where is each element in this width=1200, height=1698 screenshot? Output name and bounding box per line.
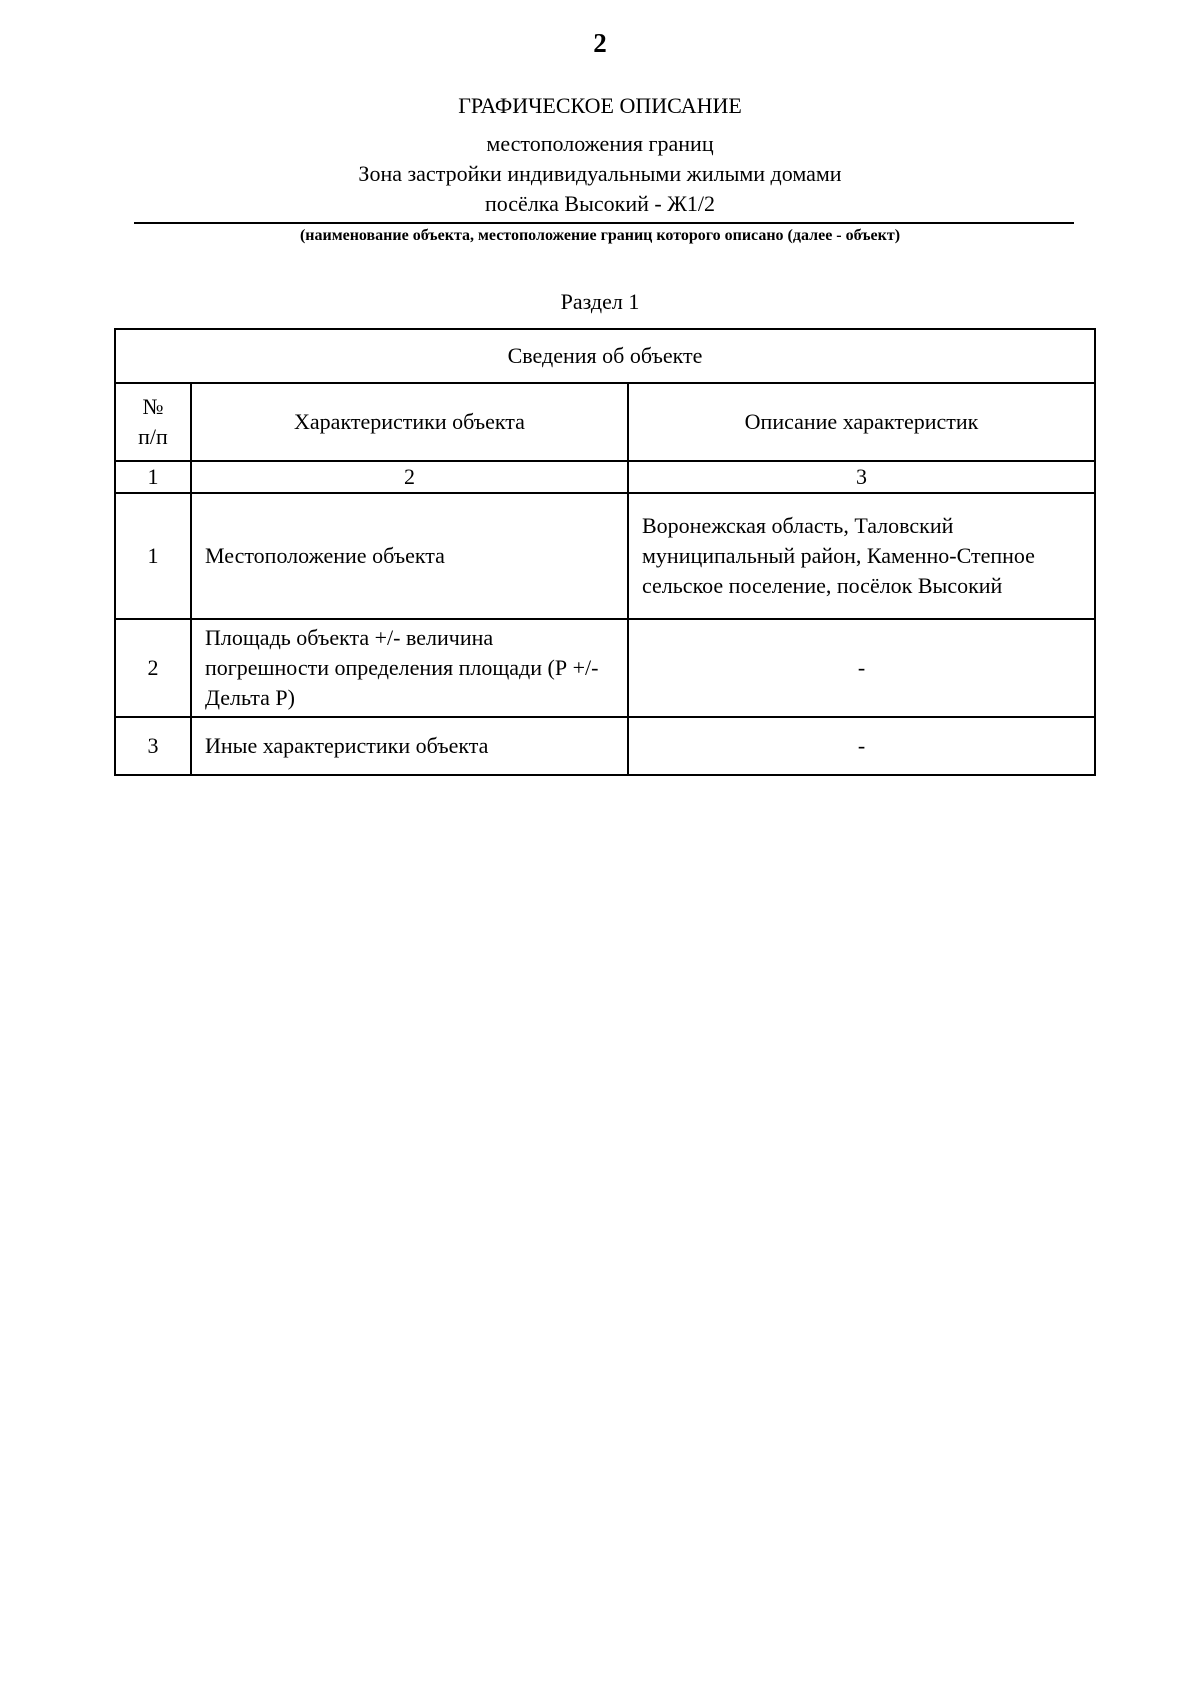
- document-title: ГРАФИЧЕСКОЕ ОПИСАНИЕ: [458, 93, 742, 118]
- subtitle-line-1: местоположения границ: [486, 131, 714, 156]
- column-number-3: 3: [628, 461, 1095, 493]
- column-header-no: № п/п: [115, 383, 191, 461]
- object-info-table: [114, 328, 1096, 776]
- column-number-2: 2: [191, 461, 628, 493]
- column-number-1: 1: [115, 461, 191, 493]
- table-header: Сведения об объекте: [115, 329, 1095, 383]
- column-header-description: Описание характеристик: [628, 383, 1095, 461]
- row-number: 2: [115, 619, 191, 717]
- column-headers-row: [115, 383, 1095, 461]
- table-row: [115, 717, 1095, 775]
- table-header-row: [115, 329, 1095, 383]
- title-underline: [134, 222, 1074, 224]
- column-header-characteristic: Характеристики объекта: [191, 383, 628, 461]
- subtitle-line-2: Зона застройки индивидуальными жилыми домами: [358, 161, 842, 186]
- row-description: -: [628, 717, 1095, 775]
- row-characteristic: Площадь объекта +/- величина погрешности определения площади (Р +/- Дельта Р): [191, 619, 628, 717]
- row-number: 3: [115, 717, 191, 775]
- page-number: 2: [593, 28, 607, 58]
- row-characteristic: Местоположение объекта: [191, 493, 628, 619]
- table-row: [115, 619, 1095, 717]
- row-number: 1: [115, 493, 191, 619]
- section-title: Раздел 1: [560, 289, 640, 314]
- table-row: [115, 493, 1095, 619]
- subtitle-line-3: посёлка Высокий - Ж1/2: [484, 191, 716, 216]
- row-characteristic: Иные характеристики объекта: [191, 717, 628, 775]
- row-description: Воронежская область, Таловский муниципальный район, Каменно-Степное сельское поселение, посёлок Высокий: [628, 493, 1095, 619]
- object-name-caption: (наименование объекта, местоположение границ которого описано (далее - объект): [299, 227, 901, 244]
- row-description: -: [628, 619, 1095, 717]
- column-numbers-row: [115, 461, 1095, 493]
